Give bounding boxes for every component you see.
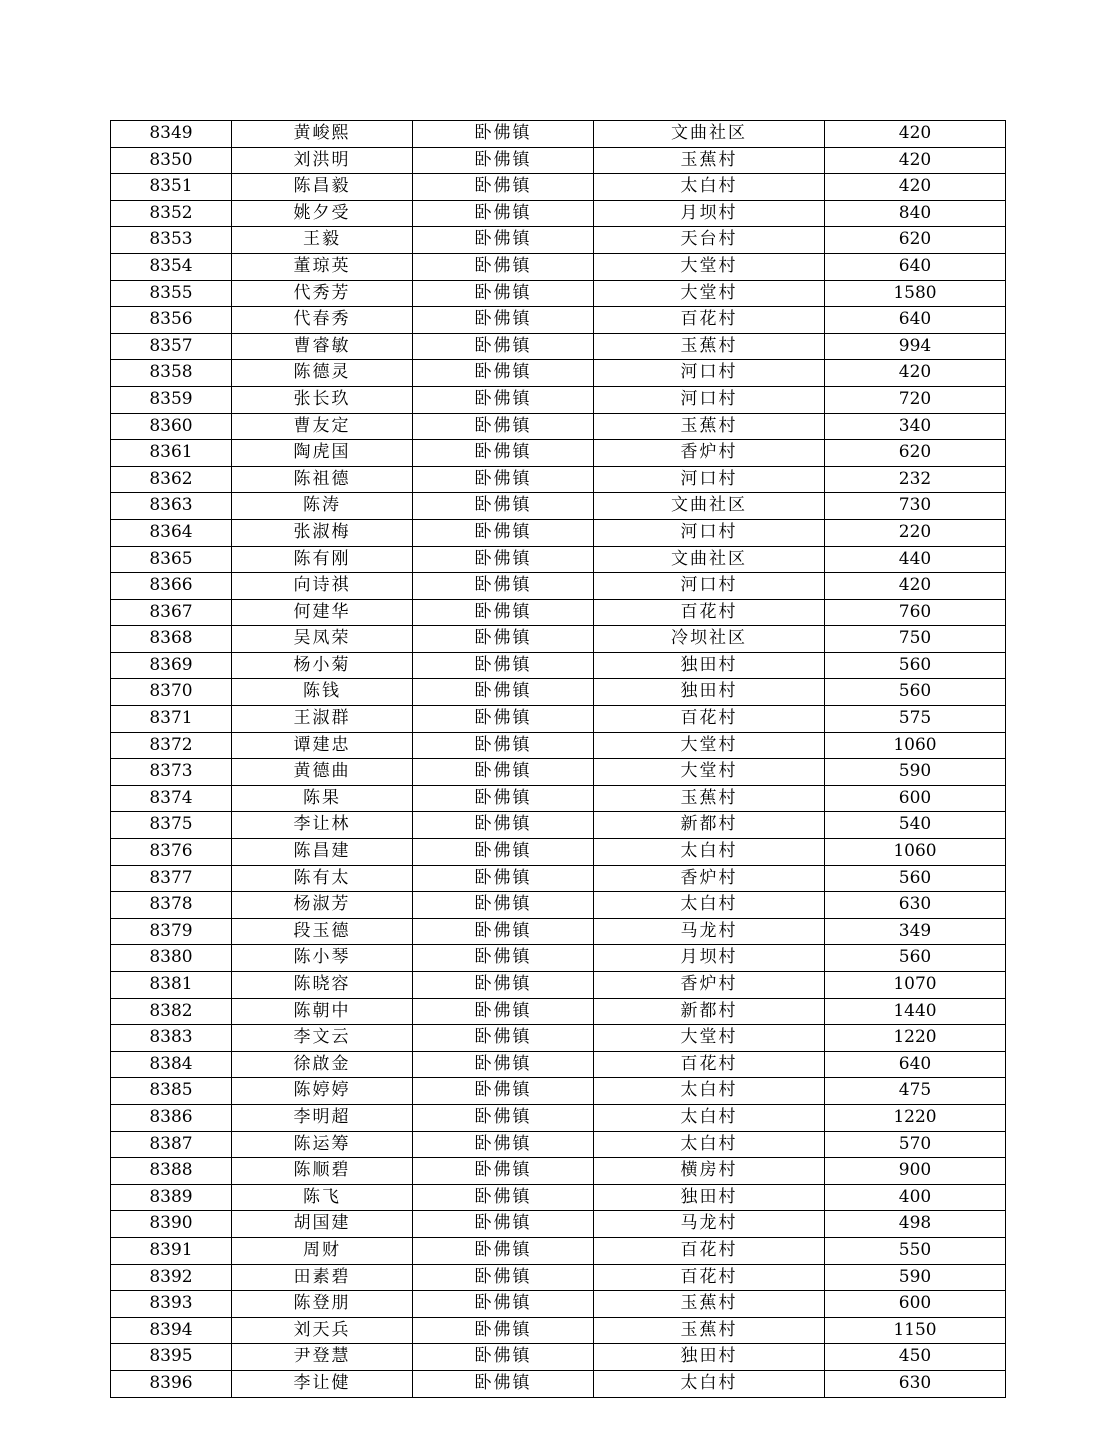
cell-amount: 560 [825, 945, 1006, 972]
table-row [111, 200, 1006, 227]
cell-village: 月坝村 [594, 200, 825, 227]
cell-town: 卧佛镇 [413, 121, 594, 148]
table-row [111, 1291, 1006, 1318]
cell-name: 黄峻熙 [232, 121, 413, 148]
cell-name: 陈飞 [232, 1184, 413, 1211]
cell-name: 陈有刚 [232, 546, 413, 573]
table-row [111, 865, 1006, 892]
table-row [111, 1025, 1006, 1052]
cell-id: 8365 [111, 546, 232, 573]
cell-village: 马龙村 [594, 918, 825, 945]
cell-village: 玉蕉村 [594, 1317, 825, 1344]
cell-village: 横房村 [594, 1158, 825, 1185]
cell-village: 大堂村 [594, 759, 825, 786]
cell-village: 玉蕉村 [594, 785, 825, 812]
table-row [111, 253, 1006, 280]
cell-id: 8349 [111, 121, 232, 148]
cell-amount: 420 [825, 360, 1006, 387]
table-row [111, 174, 1006, 201]
cell-amount: 1220 [825, 1104, 1006, 1131]
cell-town: 卧佛镇 [413, 1051, 594, 1078]
cell-name: 陈涛 [232, 493, 413, 520]
table-row [111, 599, 1006, 626]
cell-town: 卧佛镇 [413, 280, 594, 307]
cell-town: 卧佛镇 [413, 307, 594, 334]
cell-id: 8394 [111, 1317, 232, 1344]
table-row [111, 1078, 1006, 1105]
cell-amount: 570 [825, 1131, 1006, 1158]
cell-village: 河口村 [594, 466, 825, 493]
cell-village: 香炉村 [594, 972, 825, 999]
cell-village: 天台村 [594, 227, 825, 254]
cell-village: 百花村 [594, 307, 825, 334]
cell-amount: 575 [825, 706, 1006, 733]
cell-town: 卧佛镇 [413, 1158, 594, 1185]
cell-amount: 220 [825, 519, 1006, 546]
cell-village: 香炉村 [594, 865, 825, 892]
cell-name: 陈顺碧 [232, 1158, 413, 1185]
beneficiary-table [110, 120, 1006, 1398]
cell-village: 百花村 [594, 1264, 825, 1291]
cell-village: 玉蕉村 [594, 147, 825, 174]
cell-id: 8378 [111, 892, 232, 919]
cell-town: 卧佛镇 [413, 1211, 594, 1238]
cell-id: 8385 [111, 1078, 232, 1105]
cell-town: 卧佛镇 [413, 759, 594, 786]
cell-town: 卧佛镇 [413, 466, 594, 493]
cell-name: 李文云 [232, 1025, 413, 1052]
table-row [111, 945, 1006, 972]
cell-amount: 1220 [825, 1025, 1006, 1052]
cell-name: 李让林 [232, 812, 413, 839]
table-row [111, 652, 1006, 679]
cell-amount: 630 [825, 892, 1006, 919]
cell-town: 卧佛镇 [413, 918, 594, 945]
table-row [111, 1131, 1006, 1158]
cell-town: 卧佛镇 [413, 945, 594, 972]
cell-id: 8370 [111, 679, 232, 706]
cell-village: 太白村 [594, 1370, 825, 1397]
cell-name: 代春秀 [232, 307, 413, 334]
cell-town: 卧佛镇 [413, 573, 594, 600]
cell-amount: 590 [825, 1264, 1006, 1291]
cell-amount: 420 [825, 147, 1006, 174]
cell-town: 卧佛镇 [413, 785, 594, 812]
table-row [111, 1158, 1006, 1185]
table-row [111, 333, 1006, 360]
table-row [111, 892, 1006, 919]
table-row [111, 307, 1006, 334]
table-row [111, 519, 1006, 546]
table-row [111, 679, 1006, 706]
cell-id: 8390 [111, 1211, 232, 1238]
cell-town: 卧佛镇 [413, 1131, 594, 1158]
cell-village: 河口村 [594, 386, 825, 413]
table-body [111, 121, 1006, 1398]
cell-village: 河口村 [594, 360, 825, 387]
table-row [111, 998, 1006, 1025]
cell-name: 尹登慧 [232, 1344, 413, 1371]
cell-id: 8377 [111, 865, 232, 892]
table-row [111, 1370, 1006, 1397]
cell-amount: 1580 [825, 280, 1006, 307]
table-row [111, 1104, 1006, 1131]
cell-town: 卧佛镇 [413, 706, 594, 733]
cell-village: 文曲社区 [594, 546, 825, 573]
cell-town: 卧佛镇 [413, 386, 594, 413]
cell-village: 百花村 [594, 599, 825, 626]
cell-name: 李让健 [232, 1370, 413, 1397]
table-row [111, 121, 1006, 148]
table-row [111, 360, 1006, 387]
cell-name: 吴凤荣 [232, 626, 413, 653]
cell-name: 王毅 [232, 227, 413, 254]
cell-village: 太白村 [594, 1131, 825, 1158]
cell-name: 董琼英 [232, 253, 413, 280]
cell-village: 冷坝社区 [594, 626, 825, 653]
cell-id: 8382 [111, 998, 232, 1025]
cell-id: 8371 [111, 706, 232, 733]
cell-village: 太白村 [594, 892, 825, 919]
cell-id: 8364 [111, 519, 232, 546]
cell-name: 曹睿敏 [232, 333, 413, 360]
table-row [111, 812, 1006, 839]
cell-village: 玉蕉村 [594, 333, 825, 360]
cell-name: 陈朝中 [232, 998, 413, 1025]
cell-name: 陈祖德 [232, 466, 413, 493]
cell-id: 8367 [111, 599, 232, 626]
table-row [111, 706, 1006, 733]
cell-town: 卧佛镇 [413, 972, 594, 999]
cell-amount: 340 [825, 413, 1006, 440]
cell-amount: 540 [825, 812, 1006, 839]
cell-amount: 349 [825, 918, 1006, 945]
table-row [111, 1344, 1006, 1371]
cell-id: 8384 [111, 1051, 232, 1078]
table-row [111, 413, 1006, 440]
cell-name: 代秀芳 [232, 280, 413, 307]
cell-village: 独田村 [594, 1344, 825, 1371]
cell-id: 8396 [111, 1370, 232, 1397]
cell-village: 太白村 [594, 1078, 825, 1105]
cell-amount: 900 [825, 1158, 1006, 1185]
cell-id: 8393 [111, 1291, 232, 1318]
cell-amount: 1070 [825, 972, 1006, 999]
cell-village: 大堂村 [594, 280, 825, 307]
cell-id: 8363 [111, 493, 232, 520]
cell-name: 向诗祺 [232, 573, 413, 600]
cell-amount: 1150 [825, 1317, 1006, 1344]
cell-amount: 750 [825, 626, 1006, 653]
cell-amount: 640 [825, 253, 1006, 280]
cell-amount: 1440 [825, 998, 1006, 1025]
cell-amount: 560 [825, 679, 1006, 706]
table-row [111, 972, 1006, 999]
cell-id: 8388 [111, 1158, 232, 1185]
cell-name: 徐啟金 [232, 1051, 413, 1078]
cell-village: 太白村 [594, 174, 825, 201]
cell-town: 卧佛镇 [413, 147, 594, 174]
cell-name: 王淑群 [232, 706, 413, 733]
cell-amount: 730 [825, 493, 1006, 520]
cell-name: 陈婷婷 [232, 1078, 413, 1105]
table-row [111, 626, 1006, 653]
table-row [111, 1051, 1006, 1078]
table-row [111, 839, 1006, 866]
table-row [111, 147, 1006, 174]
cell-amount: 420 [825, 121, 1006, 148]
cell-village: 百花村 [594, 1237, 825, 1264]
table-row [111, 785, 1006, 812]
cell-town: 卧佛镇 [413, 546, 594, 573]
cell-amount: 994 [825, 333, 1006, 360]
cell-id: 8392 [111, 1264, 232, 1291]
cell-amount: 475 [825, 1078, 1006, 1105]
cell-amount: 550 [825, 1237, 1006, 1264]
cell-village: 河口村 [594, 573, 825, 600]
cell-amount: 498 [825, 1211, 1006, 1238]
cell-name: 张长玖 [232, 386, 413, 413]
cell-village: 玉蕉村 [594, 1291, 825, 1318]
cell-village: 香炉村 [594, 440, 825, 467]
cell-name: 谭建忠 [232, 732, 413, 759]
cell-amount: 720 [825, 386, 1006, 413]
cell-village: 河口村 [594, 519, 825, 546]
cell-amount: 560 [825, 652, 1006, 679]
cell-town: 卧佛镇 [413, 839, 594, 866]
cell-name: 田素碧 [232, 1264, 413, 1291]
cell-amount: 760 [825, 599, 1006, 626]
cell-village: 百花村 [594, 706, 825, 733]
cell-town: 卧佛镇 [413, 440, 594, 467]
cell-id: 8356 [111, 307, 232, 334]
cell-id: 8352 [111, 200, 232, 227]
cell-town: 卧佛镇 [413, 1104, 594, 1131]
cell-name: 胡国建 [232, 1211, 413, 1238]
cell-town: 卧佛镇 [413, 1370, 594, 1397]
cell-name: 杨淑芳 [232, 892, 413, 919]
cell-town: 卧佛镇 [413, 1184, 594, 1211]
table-row [111, 918, 1006, 945]
cell-village: 文曲社区 [594, 493, 825, 520]
cell-id: 8351 [111, 174, 232, 201]
table-row [111, 1211, 1006, 1238]
cell-name: 刘洪明 [232, 147, 413, 174]
cell-id: 8387 [111, 1131, 232, 1158]
cell-town: 卧佛镇 [413, 200, 594, 227]
cell-town: 卧佛镇 [413, 626, 594, 653]
cell-name: 曹友定 [232, 413, 413, 440]
cell-town: 卧佛镇 [413, 1025, 594, 1052]
cell-town: 卧佛镇 [413, 812, 594, 839]
cell-amount: 232 [825, 466, 1006, 493]
cell-id: 8391 [111, 1237, 232, 1264]
cell-amount: 640 [825, 307, 1006, 334]
cell-id: 8368 [111, 626, 232, 653]
cell-id: 8375 [111, 812, 232, 839]
table-row [111, 546, 1006, 573]
cell-amount: 590 [825, 759, 1006, 786]
cell-town: 卧佛镇 [413, 599, 594, 626]
cell-town: 卧佛镇 [413, 1237, 594, 1264]
cell-amount: 1060 [825, 732, 1006, 759]
table-row [111, 573, 1006, 600]
cell-id: 8386 [111, 1104, 232, 1131]
cell-id: 8376 [111, 839, 232, 866]
table-row [111, 1184, 1006, 1211]
cell-village: 大堂村 [594, 253, 825, 280]
cell-id: 8373 [111, 759, 232, 786]
cell-village: 马龙村 [594, 1211, 825, 1238]
cell-name: 陈昌毅 [232, 174, 413, 201]
cell-id: 8374 [111, 785, 232, 812]
cell-id: 8360 [111, 413, 232, 440]
cell-village: 独田村 [594, 679, 825, 706]
table-row [111, 280, 1006, 307]
cell-town: 卧佛镇 [413, 652, 594, 679]
cell-id: 8395 [111, 1344, 232, 1371]
cell-amount: 420 [825, 573, 1006, 600]
cell-town: 卧佛镇 [413, 253, 594, 280]
cell-amount: 450 [825, 1344, 1006, 1371]
cell-id: 8357 [111, 333, 232, 360]
cell-amount: 640 [825, 1051, 1006, 1078]
cell-amount: 600 [825, 1291, 1006, 1318]
cell-village: 文曲社区 [594, 121, 825, 148]
cell-id: 8372 [111, 732, 232, 759]
table-row [111, 1317, 1006, 1344]
cell-name: 陈钱 [232, 679, 413, 706]
cell-name: 何建华 [232, 599, 413, 626]
cell-town: 卧佛镇 [413, 865, 594, 892]
cell-town: 卧佛镇 [413, 493, 594, 520]
cell-village: 大堂村 [594, 1025, 825, 1052]
cell-id: 8361 [111, 440, 232, 467]
cell-village: 百花村 [594, 1051, 825, 1078]
cell-town: 卧佛镇 [413, 227, 594, 254]
cell-name: 陈晓容 [232, 972, 413, 999]
cell-town: 卧佛镇 [413, 1344, 594, 1371]
cell-town: 卧佛镇 [413, 892, 594, 919]
cell-amount: 560 [825, 865, 1006, 892]
table-row [111, 493, 1006, 520]
cell-town: 卧佛镇 [413, 732, 594, 759]
table-row [111, 759, 1006, 786]
cell-name: 陈昌建 [232, 839, 413, 866]
table-row [111, 466, 1006, 493]
cell-name: 陈登朋 [232, 1291, 413, 1318]
cell-name: 刘天兵 [232, 1317, 413, 1344]
cell-town: 卧佛镇 [413, 1317, 594, 1344]
cell-town: 卧佛镇 [413, 360, 594, 387]
cell-name: 李明超 [232, 1104, 413, 1131]
cell-amount: 600 [825, 785, 1006, 812]
cell-id: 8362 [111, 466, 232, 493]
cell-id: 8369 [111, 652, 232, 679]
cell-name: 周财 [232, 1237, 413, 1264]
cell-id: 8353 [111, 227, 232, 254]
cell-town: 卧佛镇 [413, 679, 594, 706]
table-row [111, 1264, 1006, 1291]
cell-amount: 620 [825, 440, 1006, 467]
cell-village: 太白村 [594, 1104, 825, 1131]
cell-town: 卧佛镇 [413, 1264, 594, 1291]
cell-town: 卧佛镇 [413, 1291, 594, 1318]
cell-town: 卧佛镇 [413, 174, 594, 201]
cell-village: 玉蕉村 [594, 413, 825, 440]
cell-id: 8355 [111, 280, 232, 307]
cell-village: 大堂村 [594, 732, 825, 759]
cell-id: 8354 [111, 253, 232, 280]
table-row [111, 227, 1006, 254]
cell-amount: 420 [825, 174, 1006, 201]
cell-id: 8389 [111, 1184, 232, 1211]
cell-amount: 440 [825, 546, 1006, 573]
cell-amount: 840 [825, 200, 1006, 227]
cell-town: 卧佛镇 [413, 413, 594, 440]
table-row [111, 386, 1006, 413]
cell-id: 8359 [111, 386, 232, 413]
cell-id: 8366 [111, 573, 232, 600]
cell-name: 陶虎国 [232, 440, 413, 467]
table-row [111, 732, 1006, 759]
cell-town: 卧佛镇 [413, 519, 594, 546]
cell-village: 月坝村 [594, 945, 825, 972]
cell-name: 陈有太 [232, 865, 413, 892]
cell-town: 卧佛镇 [413, 333, 594, 360]
cell-village: 新都村 [594, 812, 825, 839]
cell-amount: 620 [825, 227, 1006, 254]
cell-name: 姚夕受 [232, 200, 413, 227]
cell-name: 段玉德 [232, 918, 413, 945]
cell-amount: 630 [825, 1370, 1006, 1397]
cell-amount: 400 [825, 1184, 1006, 1211]
cell-name: 张淑梅 [232, 519, 413, 546]
cell-village: 太白村 [594, 839, 825, 866]
cell-id: 8358 [111, 360, 232, 387]
cell-name: 黄德曲 [232, 759, 413, 786]
cell-id: 8379 [111, 918, 232, 945]
cell-id: 8380 [111, 945, 232, 972]
cell-village: 新都村 [594, 998, 825, 1025]
cell-id: 8383 [111, 1025, 232, 1052]
table-row [111, 440, 1006, 467]
cell-village: 独田村 [594, 1184, 825, 1211]
cell-name: 陈德灵 [232, 360, 413, 387]
cell-name: 杨小菊 [232, 652, 413, 679]
cell-village: 独田村 [594, 652, 825, 679]
cell-id: 8350 [111, 147, 232, 174]
cell-town: 卧佛镇 [413, 998, 594, 1025]
table-row [111, 1237, 1006, 1264]
cell-name: 陈运筹 [232, 1131, 413, 1158]
cell-name: 陈果 [232, 785, 413, 812]
cell-id: 8381 [111, 972, 232, 999]
cell-name: 陈小琴 [232, 945, 413, 972]
cell-amount: 1060 [825, 839, 1006, 866]
cell-town: 卧佛镇 [413, 1078, 594, 1105]
